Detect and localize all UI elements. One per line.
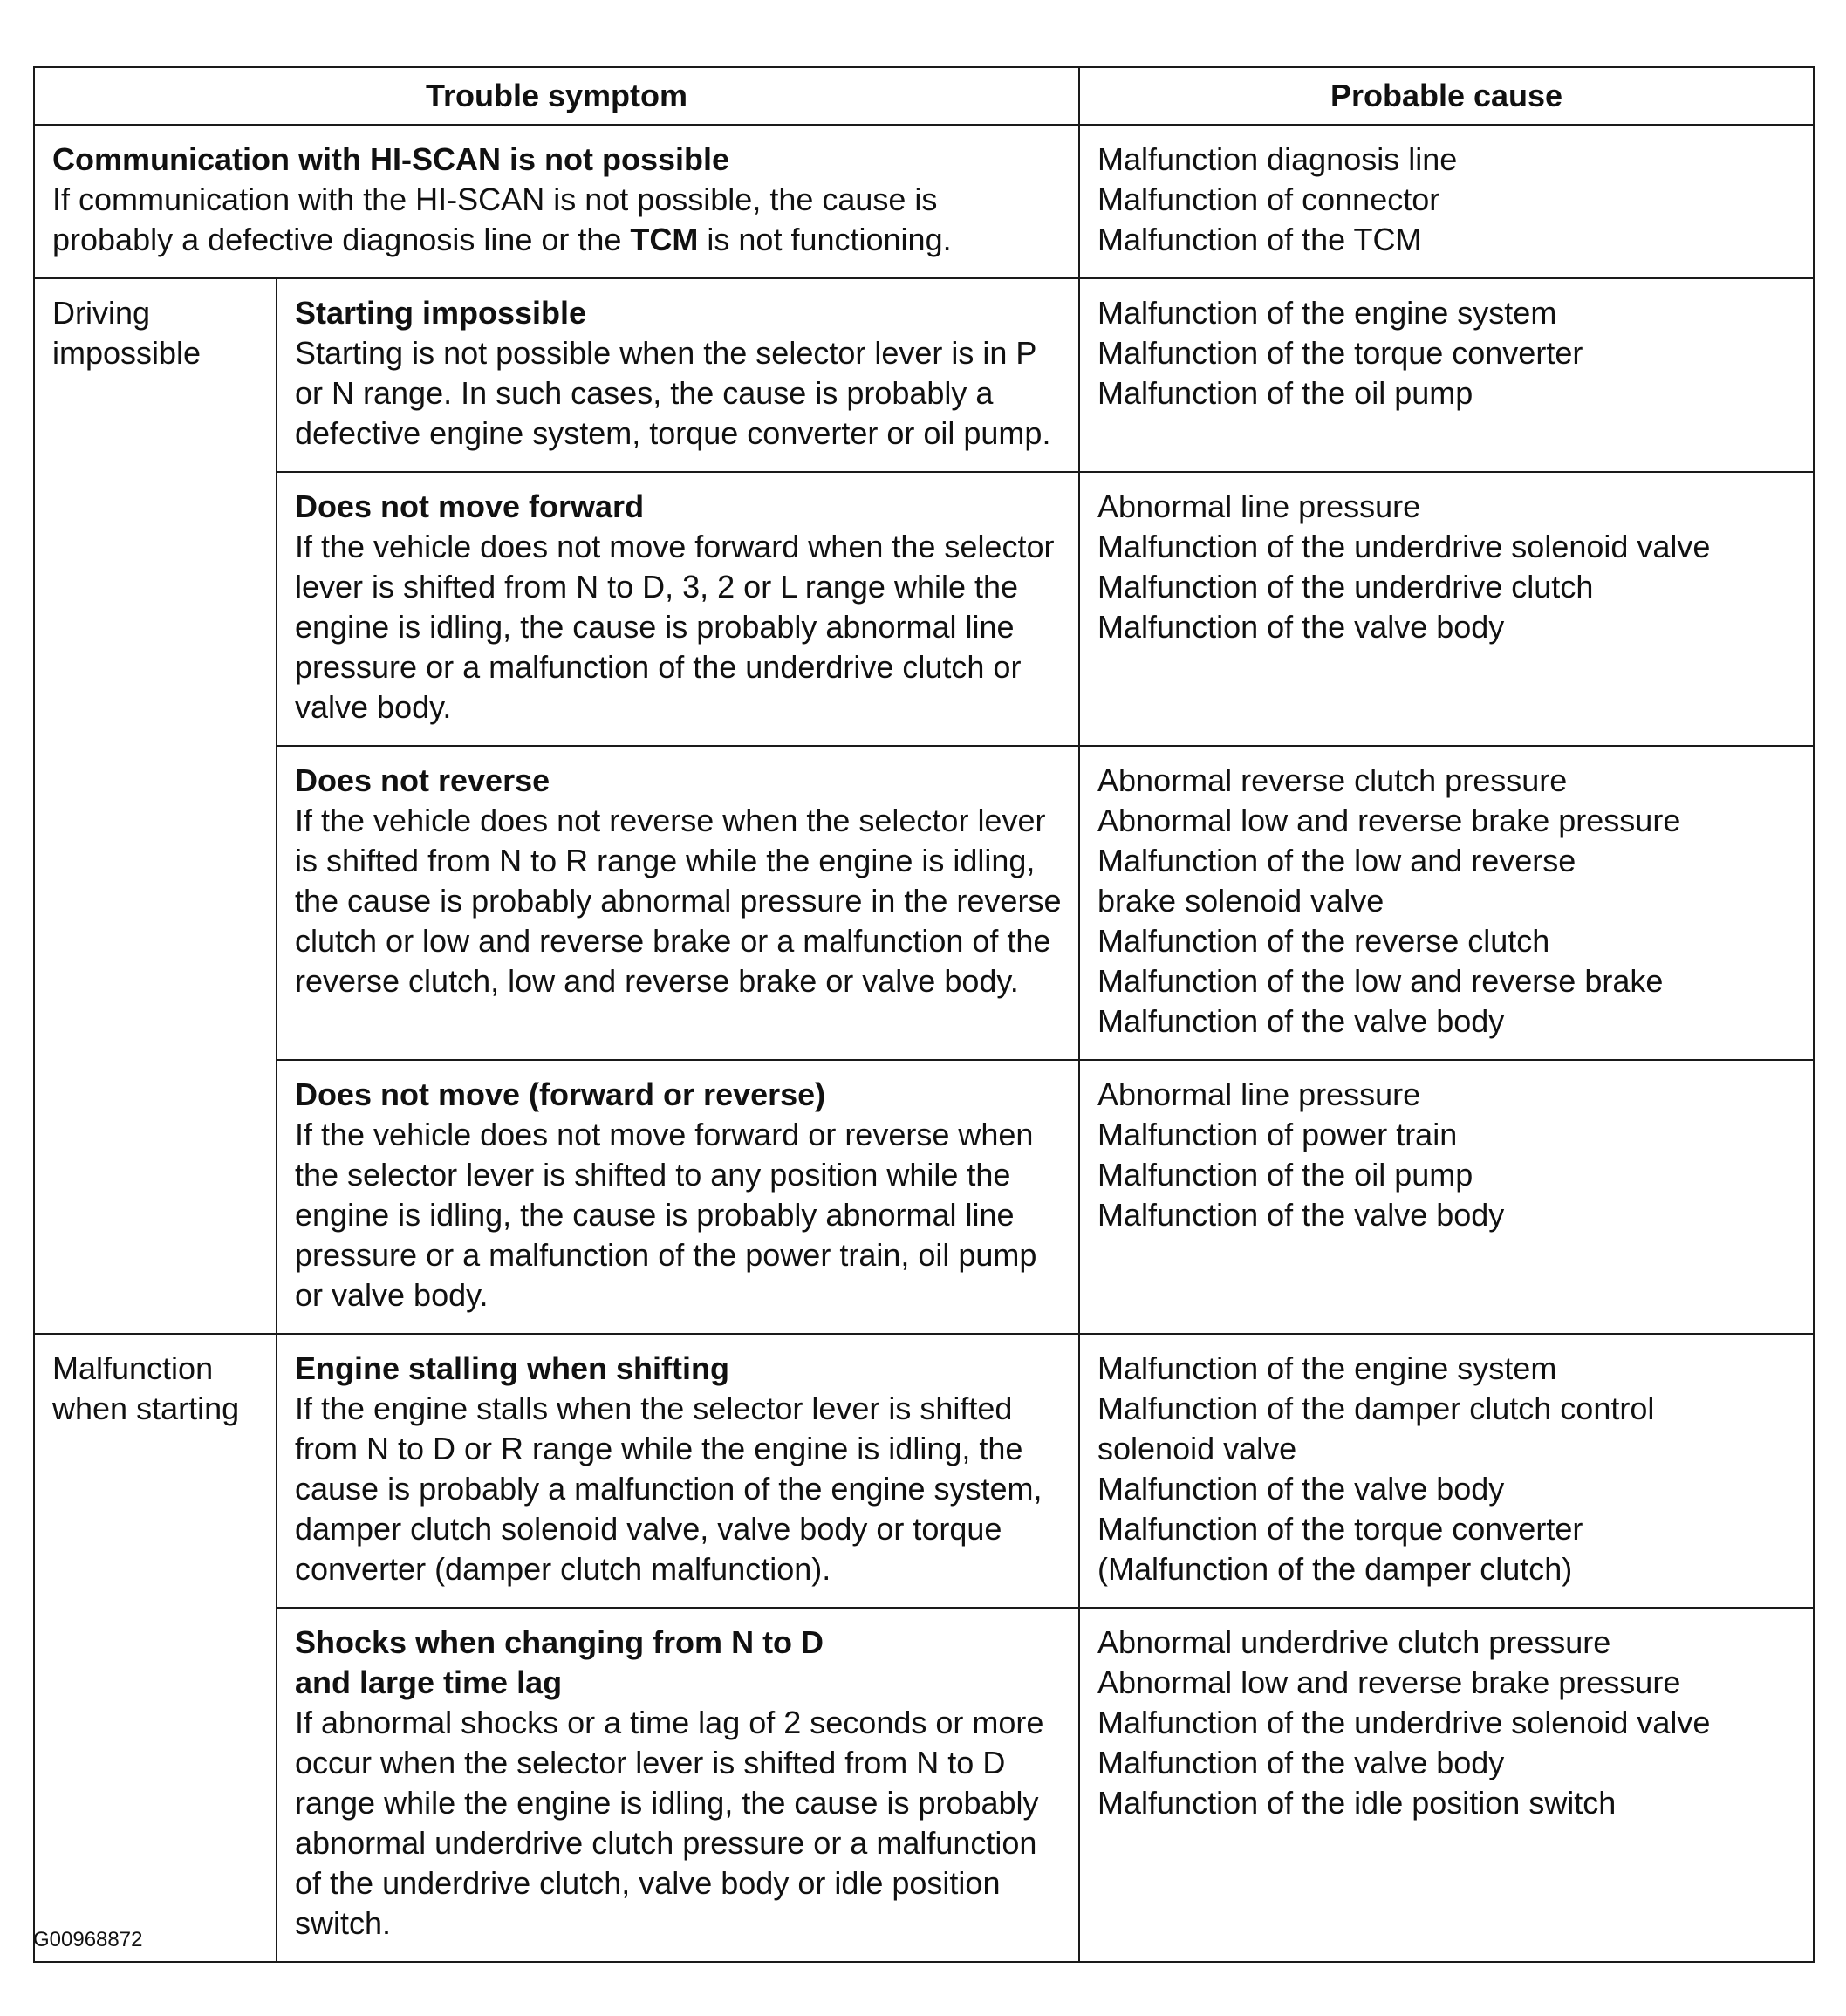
cause-item: Malfunction diagnosis line [1097,141,1458,177]
cause-item: (Malfunction of the damper clutch) [1097,1551,1573,1587]
cause-cell [1079,278,1814,472]
category-cell [34,1334,277,1962]
cause-item: Malfunction of the valve body [1097,609,1505,645]
cause-item: Abnormal low and reverse brake pressure [1097,1664,1681,1700]
category-label: Driving impossible [52,295,202,371]
cause-item: Malfunction of the low and reverse [1097,843,1576,878]
cause-item: Malfunction of the valve body [1097,1745,1505,1780]
cause-cell [1079,1608,1814,1962]
table-row [34,472,1814,746]
symptom-description: If communication with the HI-SCAN is not possible, the cause is probably a defective diagnosis line or the TCM is not functioning. [52,181,952,257]
cause-cell [1079,1334,1814,1608]
cause-item: Malfunction of power train [1097,1117,1458,1152]
symptom-title: Communication with HI-SCAN is not possible [52,141,730,177]
table-row [34,1060,1814,1334]
cause-cell [1079,1060,1814,1334]
symptom-cell [277,746,1079,1060]
cause-item: Malfunction of the engine system [1097,295,1557,331]
cause-item: Malfunction of the oil pump [1097,375,1473,411]
category-label: Malfunction when starting [52,1350,240,1426]
cause-item: Malfunction of the damper clutch control [1097,1391,1655,1426]
figure-id: G00968872 [33,1928,143,1951]
cause-item: Malfunction of the torque converter [1097,1511,1583,1547]
symptom-title: and large time lag [295,1664,563,1700]
symptom-cell [277,1060,1079,1334]
symptom-title: Shocks when changing from N to D [295,1624,824,1660]
symptom-description: If abnormal shocks or a time lag of 2 seconds or more occur when the selector lever is shifted from N to D range while the engine is idling, the cause is probably abnormal underdrive clutch pressure or a malfunction of the underdrive clutch, valve body or idle position switch. [295,1705,1044,1941]
cause-item: Malfunction of the valve body [1097,1471,1505,1507]
cause-item: Malfunction of the torque converter [1097,335,1583,371]
cause-item: Abnormal line pressure [1097,489,1421,524]
cause-item: Malfunction of the underdrive solenoid valve [1097,1705,1711,1740]
symptom-cell [277,472,1079,746]
cause-item: Malfunction of connector [1097,181,1440,217]
cause-item: Malfunction of the low and reverse brake [1097,963,1664,999]
symptom-title: Does not move (forward or reverse) [295,1076,826,1112]
cause-item: Malfunction of the TCM [1097,222,1422,257]
symptom-description: If the engine stalls when the selector lever is shifted from N to D or R range while the engine is idling, the cause is probably a malfunction of the engine system, damper clutch solenoid valve, valve body or torque converter (damper clutch malfunction). [295,1391,1043,1587]
cause-cell [1079,746,1814,1060]
header-trouble-symptom: Trouble symptom [34,67,1079,125]
cause-item: Malfunction of the engine system [1097,1350,1557,1386]
cause-item: Malfunction of the valve body [1097,1197,1505,1233]
symptom-title: Starting impossible [295,295,587,331]
table-row-communication [34,125,1814,278]
cause-item: Malfunction of the valve body [1097,1003,1505,1039]
symptom-description: If the vehicle does not move forward when the selector lever is shifted from N to D, 3, 2 or L range while the engine is idling, the cause is probably abnormal line pressure or a malfunction of the underdrive clutch or valve body. [295,529,1055,725]
symptom-description: If the vehicle does not move forward or reverse when the selector lever is shifted to any position while the engine is idling, the cause is probably abnormal line pressure or a malfunction of the power train, oil pump or valve body. [295,1117,1037,1313]
symptom-cell [277,1334,1079,1608]
cause-item: solenoid valve [1097,1431,1297,1466]
symptom-description: Starting is not possible when the selector lever is in P or N range. In such cases, the cause is probably a defective engine system, torque converter or oil pump. [295,335,1051,451]
cause-item: Abnormal underdrive clutch pressure [1097,1624,1611,1660]
symptom-title: Engine stalling when shifting [295,1350,730,1386]
cause-item: Abnormal low and reverse brake pressure [1097,803,1681,838]
header-probable-cause: Probable cause [1079,67,1814,125]
table-row [34,278,1814,472]
symptom-cell [34,125,1079,278]
symptom-title: Does not reverse [295,762,550,798]
table-header-row [34,67,1814,125]
symptom-description: If the vehicle does not reverse when the selector lever is shifted from N to R range while the engine is idling, the cause is probably abnormal pressure in the reverse clutch or low and reverse brake or a malfunction of the reverse clutch, low and reverse brake or valve body. [295,803,1062,999]
category-cell [34,278,277,1334]
table-row [34,1334,1814,1608]
trouble-symptom-table [33,66,1815,1963]
cause-cell [1079,472,1814,746]
symptom-cell [277,278,1079,472]
table-row [34,746,1814,1060]
cause-item: Abnormal line pressure [1097,1076,1421,1112]
cause-cell [1079,125,1814,278]
table-row [34,1608,1814,1962]
cause-item: Malfunction of the reverse clutch [1097,923,1550,959]
cause-item: brake solenoid valve [1097,883,1384,919]
symptom-cell [277,1608,1079,1962]
cause-item: Malfunction of the underdrive clutch [1097,569,1594,605]
cause-item: Abnormal reverse clutch pressure [1097,762,1568,798]
cause-item: Malfunction of the idle position switch [1097,1785,1617,1821]
cause-item: Malfunction of the oil pump [1097,1157,1473,1193]
symptom-title: Does not move forward [295,489,645,524]
cause-item: Malfunction of the underdrive solenoid valve [1097,529,1711,564]
